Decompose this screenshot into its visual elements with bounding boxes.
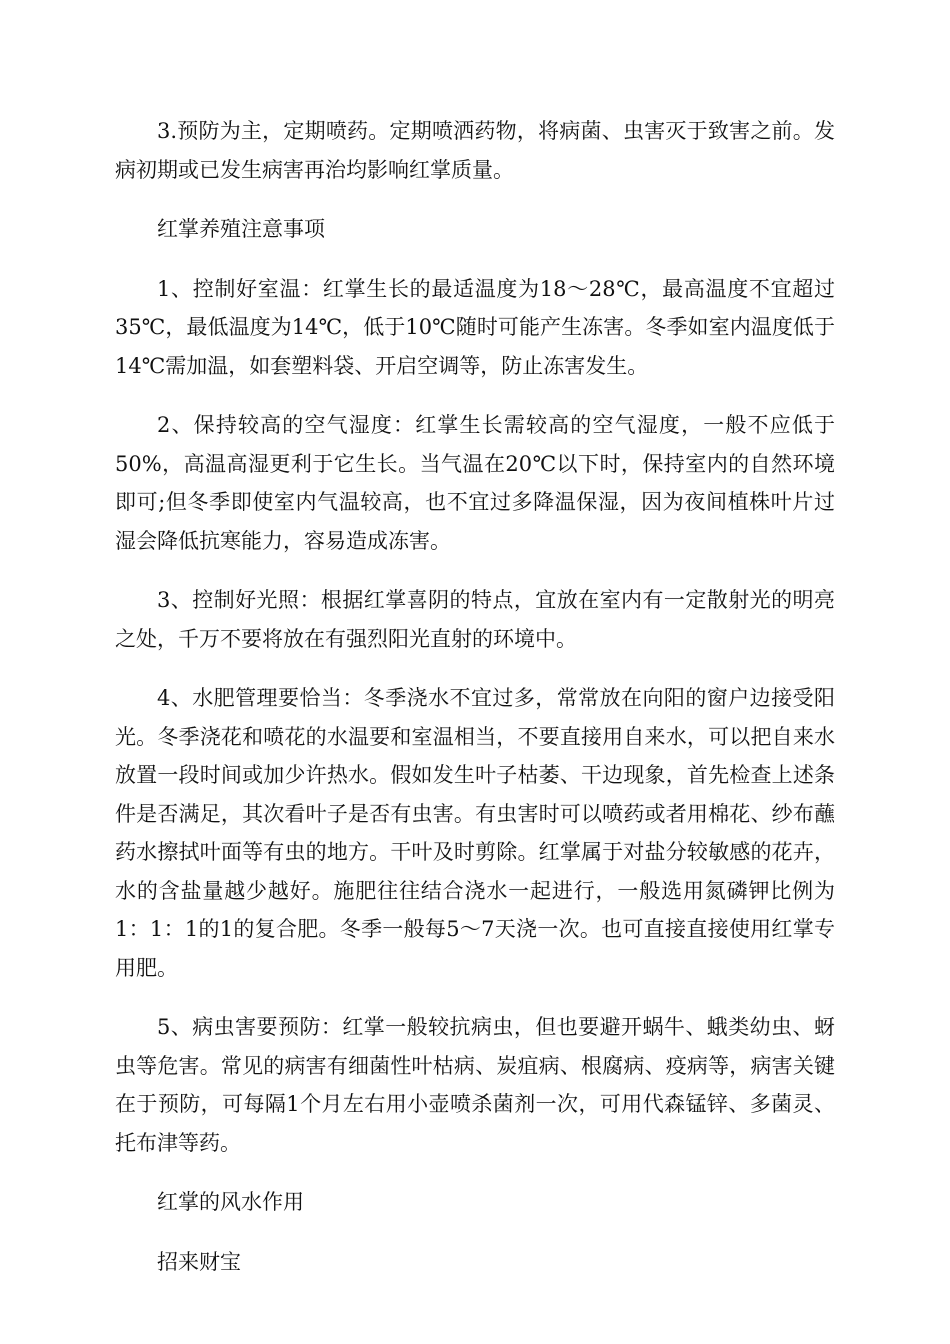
paragraph-prevention: 3.预防为主，定期喷药。定期喷洒药物，将病菌、虫害灭于致害之前。发病初期或已发生病害再治均影响红掌质量。 — [115, 119, 835, 182]
section-heading-care-notes: 红掌养殖注意事项 — [157, 217, 325, 241]
paragraph-temperature: 1、控制好室温：红掌生长的最适温度为18～28℃，最高温度不宜超过35℃，最低温度为14℃，低于10℃随时可能产生冻害。冬季如室内温度低于14℃需加温，如套塑料袋、开启空调等，防止冻害发生。 — [115, 276, 835, 378]
section-heading-fengshui: 红掌的风水作用 — [157, 1190, 304, 1214]
document-body — [115, 112, 835, 1302]
paragraph-lighting: 3、控制好光照：根据红掌喜阴的特点，宜放在室内有一定散射光的明亮之处，千万不要将放在有强烈阳光直射的环境中。 — [115, 588, 835, 651]
subheading-wealth: 招来财宝 — [157, 1249, 241, 1274]
paragraph-pest-control: 5、病虫害要预防：红掌一般较抗病虫，但也要避开蜗牛、蛾类幼虫、蚜虫等危害。常见的病害有细菌性叶枯病、炭疽病、根腐病、疫病等，病害关键在于预防，可每隔1个月左右用小壶喷杀菌剂一次，可用代森锰锌、多菌灵、托布津等药。 — [115, 1015, 835, 1155]
paragraph-humidity: 2、保持较高的空气湿度：红掌生长需较高的空气湿度，一般不应低于50%，高温高湿更利于它生长。当气温在20℃以下时，保持室内的自然环境即可;但冬季即使室内气温较高，也不宜过多降温保湿，因为夜间植株叶片过湿会降低抗寒能力，容易造成冻害。 — [115, 413, 835, 553]
paragraph-water-fertilizer: 4、水肥管理要恰当：冬季浇水不宜过多，常常放在向阳的窗户边接受阳光。冬季浇花和喷花的水温要和室温相当，不要直接用自来水，可以把自来水放置一段时间或加少许热水。假如发生叶子枯萎、干边现象，首先检查上述条件是否满足，其次看叶子是否有虫害。有虫害时可以喷药或者用棉花、纱布蘸药水擦拭叶面等有虫的地方。干叶及时剪除。红掌属于对盐分较敏感的花卉，水的含盐量越少越好。施肥往往结合浇水一起进行，一般选用氮磷钾比例为1：1：1的1的复合肥。冬季一般每5～7天浇一次。也可直接直接使用红掌专用肥。 — [115, 686, 835, 980]
